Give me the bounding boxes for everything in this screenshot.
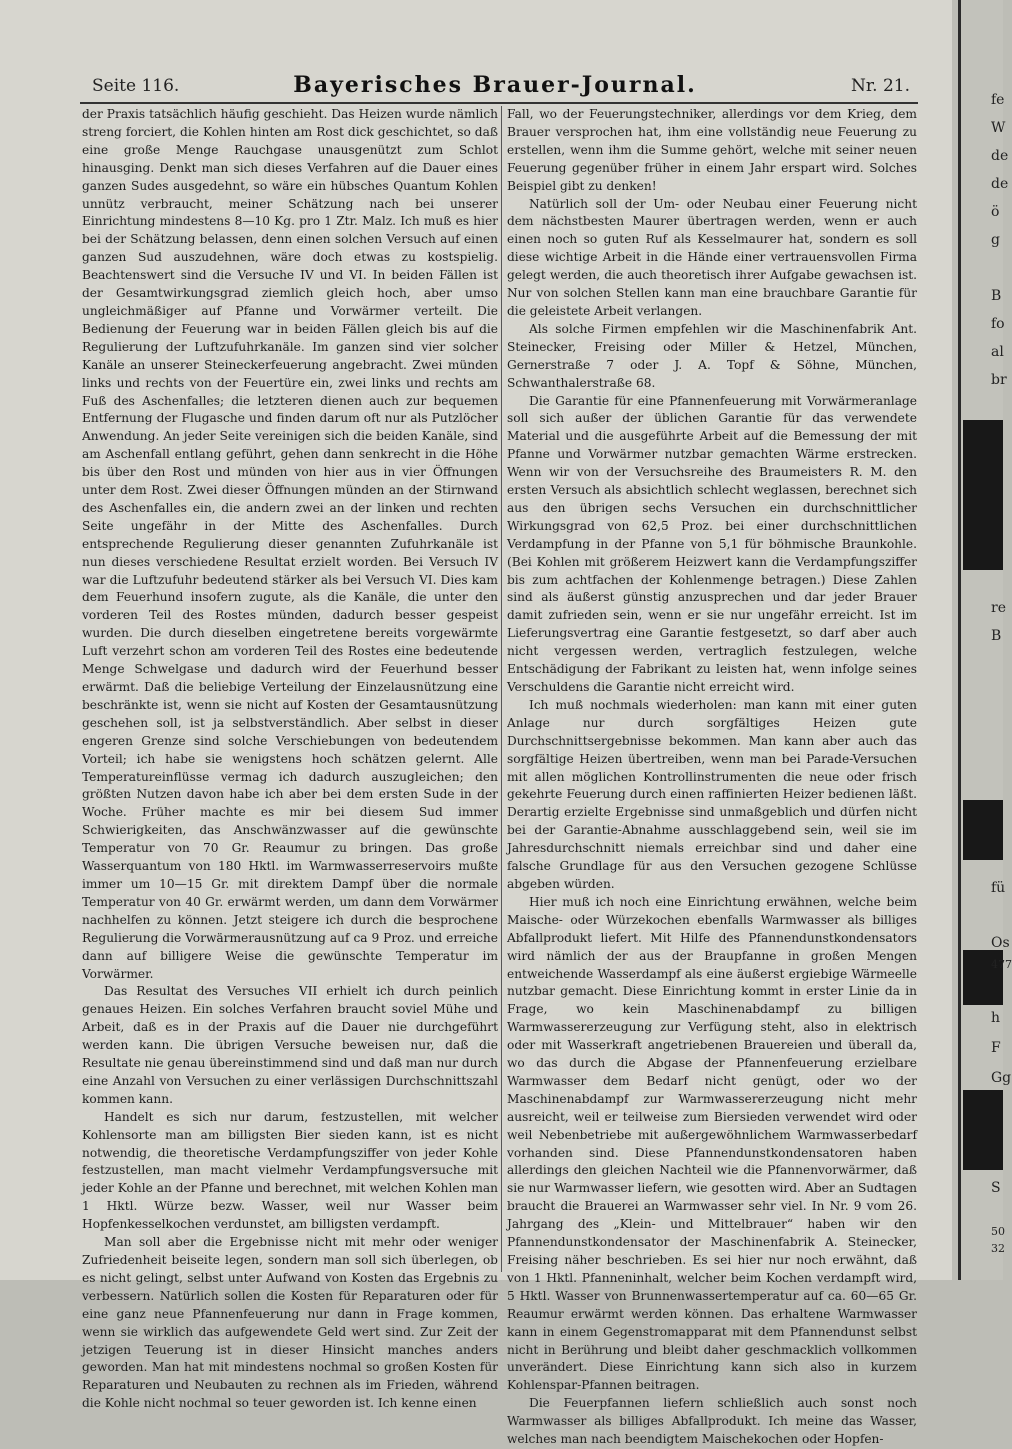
header-rule	[80, 102, 918, 104]
paragraph: Ich muß nochmals wiederholen: man kann mit einer guten Anlage nur durch sorgfältiges Heizen gute Durchschnittsergebnisse bekommen. Man kann aber auch das sorgfältige Heizen übertreiben, wenn man bei Parade-Versuchen mit allen möglichen Kontrollinstrumenten die neue oder frisch gekehrte Feuerung durch einen raffinierten Heizer bedienen läßt. Derartig erzielte Ergebnisse sind unmaßgeblich und dürfen nicht bei der Garantie-Abnahme ausschlaggebend sein, weil sie im Jahresdurchschnitt niemals erreichbar sind und daher eine falsche Grundlage für aus den Versuchen gezogene Schlüsse abgeben würden.	[507, 697, 917, 891]
edge-fragment: W	[991, 120, 1006, 136]
edge-fragment: Os	[991, 935, 1010, 951]
edge-fragment: re	[991, 600, 1006, 616]
paragraph: Die Garantie für eine Pfannenfeuerung mit Vorwärmeranlage soll sich außer der üblichen Garantie für das verwendete Material und die ausgeführte Arbeit auf die Bemessung der mit Pfanne und Vorwärmer nutzbar gemachten Wärme erstrecken. Wenn wir von der Versuchsreihe des Braumeisters R. M. den ersten Versuch als absichtlich schlecht weglassen, berechnet sich aus den übrigen sechs Versuchen ein durchschnittlicher Wirkungsgrad von 62,5 Proz. bei einer durchschnittlichen Verdampfung in der Pfanne von 5,1 für böhmische Braunkohle. (Bei Kohlen mit größerem Heizwert kann die Verdampfungsziffer bis zum achtfachen der Kohlenmenge betragen.) Diese Zahlen sind als äußerst günstig anzusprechen und dar jeder Brauer damit zufrieden sein, wenn er sie nur ungefähr erreicht. Ist im Lieferungsvertrag eine Garantie festgesetzt, so darf aber auch nicht vergessen werden, vertraglich festzulegen, welche Entschädigung der Fabrikant zu leisten hat, wenn infolge seines Verschuldens die Garantie nicht erreicht wird.	[507, 393, 917, 694]
adjacent-page-edge	[958, 0, 1012, 1280]
paragraph: der Praxis tatsächlich häufig geschieht. Das Heizen wurde nämlich streng forciert, die Kohlen hinten am Rost dick geschichtet, so daß eine große Menge Rauchgase unausgenützt zum Schlot hinausging. Denkt man sich dieses Verfahren auf die Dauer eines ganzen Sudes ausgedehnt, so wäre ein hübsches Quantum Kohlen unnütz verbraucht, meiner Schätzung nach bei unserer Einrichtung mindestens 8—10 Kg. pro 1 Ztr. Malz. Ich muß es hier bei der Schätzung belassen, denn einen solchen Versuch auf einen ganzen Sud auszudehnen, wäre doch etwas zu kostspielig. Beachtenswert sind die Versuche IV und VI. In beiden Fällen ist der Gesamtwirkungsgrad ziemlich gleich hoch, aber umso ungleichmäßiger auf Pfanne und Vorwärmer verteilt. Die Bedienung der Feuerung war in beiden Fällen gleich bis auf die Regulierung der Luftzufuhrkanäle. Im ganzen sind vier solcher Kanäle an unserer Steineckerfeuerung angebracht. Zwei münden links und rechts von der Feuertüre ein, zwei links und rechts am Fuß des Aschenfalles; die letzteren dienen auch zur bequemen Entfernung der Flugasche und finden darum oft nur als Putzlöcher Anwendung. An jeder Seite vereinigen sich die beiden Kanäle, sind am Aschenfall entlang geführt, gehen dann senkrecht in die Höhe bis über den Rost und münden von hier aus in vier Öffnungen unter dem Rost. Zwei dieser Öffnungen münden an der Stirnwand des Aschenfalles ein, die andern zwei an der linken und rechten Seite ungefähr in der Mitte des Aschenfalles. Durch entsprechende Regulierung dieser genannten Zufuhrkanäle ist nun dieses verschiedene Resultat erzielt worden. Bei Versuch IV war die Luftzufuhr bedeutend stärker als bei Versuch VI. Dies kam dem Feuerhund insofern zugute, als die Kanäle, die unter den vorderen Teil des Rostes münden, dadurch besser gespeist wurden. Die durch dieselben eingetretene bereits vorgewärmte Luft verzehrt schon am vorderen Teil des Rostes eine bedeutende Menge Schwelgase und dadurch wird der Feuerhund besser erwärmt. Daß die beliebige Verteilung der Einzelausnützung eine beschränkte ist, wenn sie nicht auf Kosten der Gesamtausnützung geschehen soll, ist ja selbstverständlich. Aber selbst in dieser engeren Grenze sind solche Verschiebungen von bedeutendem Vorteil; ich habe sie wenigstens hoch schätzen gelernt. Alle Temperatureinflüsse vermag ich dadurch auszugleichen; den größten Nutzen davon habe ich aber bei dem ersten Sude in der Woche. Früher machte es mir bei diesem Sud immer Schwierigkeiten, das Anschwänzwasser auf die gewünschte Temperatur von 70 Gr. Reaumur zu bringen. Das große Wasserquantum von 180 Hktl. im Warmwasserreservoirs mußte immer um 10—15 Gr. mit direktem Dampf über die normale Temperatur von 40 Gr. erwärmt werden, um dann dem Vorwärmer nachhelfen zu können. Jetzt steigere ich durch die besprochene Regulierung die Vorwärmerausnützung auf ca 9 Proz. und erreiche dann auf billigere Weise die gewünschte Temperatur im Vorwärmer.	[82, 107, 498, 981]
edge-fragment: B	[991, 628, 1002, 644]
page-number: Seite 116.	[92, 76, 180, 96]
edge-fragment: h	[991, 1010, 1001, 1026]
edge-fragment: fü	[991, 880, 1006, 896]
edge-fragment: S	[991, 1180, 1001, 1196]
right-column	[507, 106, 917, 1447]
paragraph: Man soll aber die Ergebnisse nicht mit mehr oder weniger Zufriedenheit beiseite legen, sondern man soll sich überlegen, ob es nicht gelingt, selbst unter Aufwand von Kosten das Ergebnis zu verbessern. Natürlich sollen die Kosten für Reparaturen oder für eine ganz neue Pfannenfeuerung nur dann in Frage kommen, wenn sie wirklich das aufgewendete Geld wert sind. Zur Zeit der jetzigen Teuerung ist in dieser Hinsicht manches anders geworden. Man hat mit mindestens nochmal so großen Kosten für Reparaturen und Neubauten zu rechnen als im Frieden, während die Kohle nicht nochmal so teuer geworden ist. Ich kenne einen	[82, 1235, 498, 1411]
edge-fragment: 32	[991, 1242, 1005, 1255]
edge-fragment: B	[991, 288, 1002, 304]
paragraph: Hier muß ich noch eine Einrichtung erwähnen, welche beim Maische- oder Würzekochen ebenfalls Warmwasser als billiges Abfallprodukt liefert. Mit Hilfe des Pfannendunstkondensators wird nämlich der aus der Braupfanne in großen Mengen entweichende Wasserdampf als eine äußerst ergiebige Wärmeelle nutzbar gemacht. Diese Einrichtung kommt in erster Linie da in Frage, wo kein Maschinenabdampf zu billigen Warmwassererzeugung zur Verfügung steht, also in elektrisch oder mit Wasserkraft angetriebenen Brauereien und überall da, wo das durch die Abgase der Pfannenfeuerung erzielbare Warmwasser dem Bedarf nicht genügt, oder wo der Maschinenabdampf zur Warmwassererzeugung nicht mehr ausreicht, weil er teilweise zum Biersieden verwendet wird oder weil Nebenbetriebe mit außergewöhnlichem Warmwasserbedarf vorhanden sind. Diese Pfannendunstkondensatoren haben allerdings den gleichen Nachteil wie die Pfannenvorwärmer, daß sie nur Warmwasser liefern, wie gesotten wird. Aber an Sudtagen braucht die Brauerei an Warmwasser sehr viel. In Nr. 9 vom 26. Jahrgang des „Klein- und Mittelbrauer“ haben wir den Pfannendunstkondensator der Maschinenfabrik A. Steinecker, Freising näher beschrieben. Es sei hier nur noch erwähnt, daß von 1 Hktl. Pfanneninhalt, welcher beim Kochen verdampft wird, 5 Hktl. Wasser von Brunnenwassertemperatur auf ca. 60—65 Gr. Reaumur erwärmt werden können. Das erhaltene Warmwasser kann in einem Gegenstromapparat mit dem Pfannendunst selbst nicht in Berührung und bleibt daher geschmacklich vollkommen unverändert. Diese Einrichtung kann sich also in kurzem Kohlenspar-Pfannen beitragen.	[507, 894, 917, 1393]
edge-fragment: Gg	[991, 1070, 1012, 1086]
edge-fragment: de	[991, 176, 1009, 192]
edge-fragment: 50	[991, 1225, 1005, 1238]
paragraph: Handelt es sich nur darum, festzustellen, mit welcher Kohlensorte man am billigsten Bier sieden kann, ist es nicht notwendig, die theoretische Verdampfungsziffer von jeder Kohle festzustellen, man macht vielmehr Verdampfungsversuche mit jeder Kohle an der Pfanne und berechnet, mit welchen Kohlen man 1 Hktl. Würze bezw. Wasser, weil nur Wasser beim Hopfenkesselkochen verdunstet, am billigsten verdampft.	[82, 1109, 498, 1232]
edge-fragment: br	[991, 372, 1007, 388]
edge-fragment: fo	[991, 316, 1005, 332]
ad-block	[963, 800, 1003, 860]
ad-block	[963, 420, 1003, 570]
edge-fragment: g	[991, 232, 1000, 248]
edge-fragment: al	[991, 344, 1004, 360]
paragraph: Die Feuerpfannen liefern schließlich auch sonst noch Warmwasser als billiges Abfallprodukt. Ich meine das Wasser, welches man nach beendigtem Maischekochen oder Hopfen-	[507, 1396, 917, 1447]
paragraph: Das Resultat des Versuches VII erhielt ich durch peinlich genaues Heizen. Ein solches Verfahren braucht soviel Mühe und Arbeit, daß es in der Praxis auf die Dauer nie durchgeführt werden kann. Die übrigen Versuche beweisen nur, daß die Resultate nie genau übereinstimmend sind und daß man nur durch eine Anzahl von Versuchen zu einer verlässigen Durchschnittszahl kommen kann.	[82, 984, 499, 1106]
paragraph: Natürlich soll der Um- oder Neubau einer Feuerung nicht dem nächstbesten Maurer übertragen werden, wenn er auch einen noch so guten Ruf als Kesselmaurer hat, sondern es soll diese wichtige Arbeit in die Hände einer vertrauensvollen Firma gelegt werden, die auch theoretisch ihrer Aufgabe gewachsen ist. Nur von solchen Stellen kann man eine brauchbare Garantie für die geleistete Arbeit verlangen.	[507, 196, 917, 318]
edge-fragment: ö	[991, 204, 1000, 220]
issue-number: Nr. 21.	[851, 76, 910, 96]
journal-title: Bayerisches Brauer-Journal.	[293, 72, 697, 98]
edge-fragment: fe	[991, 92, 1005, 108]
edge-fragment: F	[991, 1040, 1001, 1056]
edge-fragment: de	[991, 148, 1009, 164]
paragraph: Als solche Firmen empfehlen wir die Maschinenfabrik Ant. Steinecker, Freising oder Miller & Hetzel, München, Gernerstraße 7 oder J. A. Topf & Söhne, München, Schwanthalerstraße 68.	[507, 321, 917, 390]
column-divider	[501, 106, 502, 1272]
edge-fragment: 477	[991, 958, 1012, 971]
page-header	[80, 72, 910, 102]
left-column	[82, 106, 499, 1411]
ad-block	[963, 1090, 1003, 1170]
paragraph: Fall, wo der Feuerungstechniker, allerdings vor dem Krieg, dem Brauer versprochen hat, ihm eine vollständig neue Feuerung zu erstellen, wenn ihm die Summe gehört, welche mit seiner neuen Feuerung gegenüber früher in einem Jahr erspart wird. Solches Beispiel gibt zu denken!	[507, 107, 917, 193]
